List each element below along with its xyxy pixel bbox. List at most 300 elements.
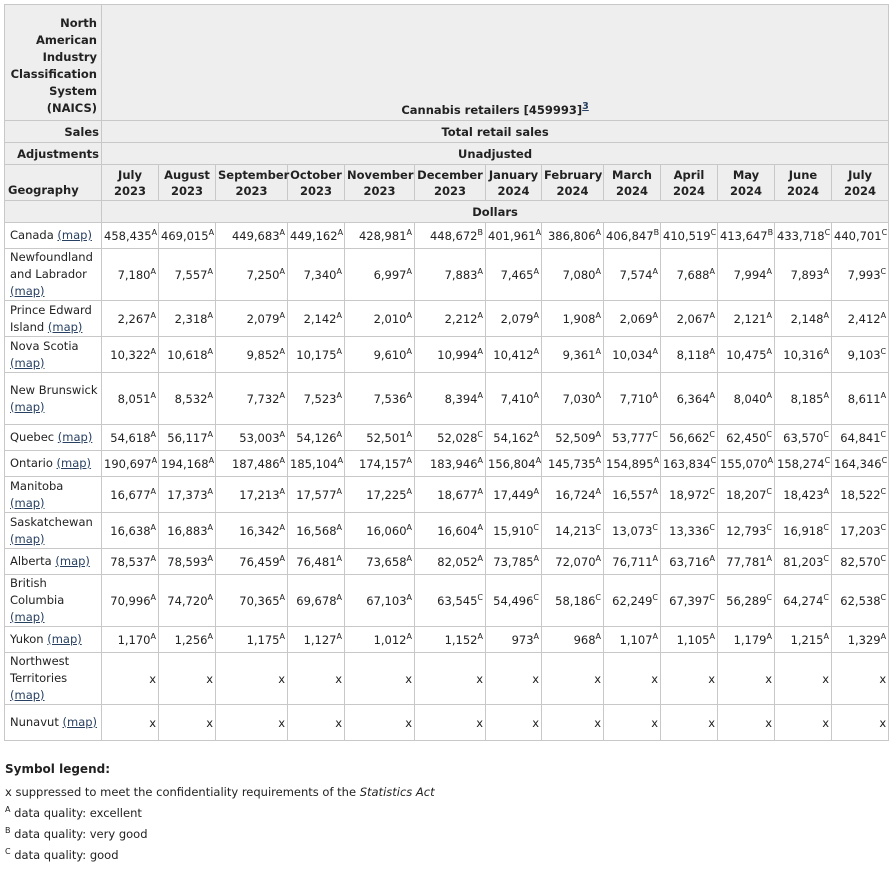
cell-value: x	[879, 715, 887, 730]
quality-flag: A	[406, 311, 412, 321]
month-year: 2024	[615, 183, 648, 198]
data-cell	[216, 575, 288, 627]
quality-flag: A	[595, 554, 601, 564]
month-year: 2024	[729, 183, 762, 198]
quality-flag: A	[406, 523, 412, 533]
cell-value: x	[651, 715, 658, 730]
legend-text: data quality: excellent	[10, 805, 142, 820]
data-cell	[775, 575, 832, 627]
data-cell	[486, 249, 542, 301]
cell-value: 78,537	[110, 554, 151, 569]
quality-flag: A	[653, 456, 660, 466]
cell-value: 9,103	[847, 347, 881, 362]
quality-flag: A	[150, 267, 156, 277]
map-link[interactable]: (map)	[10, 495, 45, 510]
geography-name: Prince Edward Island	[10, 302, 92, 334]
data-cell	[775, 451, 832, 477]
quality-flag: B	[767, 228, 774, 238]
quality-flag: A	[709, 391, 715, 401]
month-header	[216, 165, 288, 201]
cell-value: 15,910	[493, 523, 534, 538]
cell-value: 401,961	[488, 228, 536, 243]
month-header	[486, 165, 542, 201]
quality-flag: A	[279, 311, 285, 321]
month-header	[542, 165, 604, 201]
cell-value: 1,215	[790, 632, 824, 647]
symbol-legend	[5, 761, 896, 863]
geography-cell	[5, 513, 102, 549]
month-year: 2023	[235, 183, 268, 198]
data-cell	[102, 223, 159, 249]
month-name: November	[347, 167, 414, 182]
data-table	[4, 4, 889, 741]
cell-value: 70,996	[110, 593, 151, 608]
quality-flag: A	[652, 554, 658, 564]
data-cell	[159, 451, 216, 477]
data-cell	[775, 301, 832, 337]
cell-value: 73,658	[366, 554, 407, 569]
data-cell	[542, 373, 604, 425]
data-cell	[216, 549, 288, 575]
map-link[interactable]: (map)	[10, 355, 45, 370]
data-cell	[345, 451, 415, 477]
month-name: July	[848, 167, 873, 182]
quality-flag: A	[477, 523, 483, 533]
quality-flag: A	[709, 554, 715, 564]
cell-value: 7,993	[847, 267, 881, 282]
data-cell	[345, 653, 415, 705]
data-cell	[216, 627, 288, 653]
cell-value: x	[879, 671, 887, 686]
quality-flag: A	[279, 554, 285, 564]
geography-cell	[5, 425, 102, 451]
data-cell	[718, 575, 775, 627]
cell-value: 81,203	[783, 554, 824, 569]
data-cell	[604, 653, 661, 705]
cell-value: 64,841	[840, 430, 881, 445]
cell-value: 16,342	[239, 523, 280, 538]
data-cell	[832, 451, 889, 477]
cell-value: 2,069	[619, 311, 653, 326]
map-link[interactable]: (map)	[10, 399, 45, 414]
month-name: July	[118, 167, 142, 182]
cell-value: 16,568	[296, 523, 337, 538]
quality-flag: A	[477, 554, 483, 564]
cell-value: x	[149, 715, 156, 730]
cell-value: 6,364	[676, 391, 710, 406]
data-cell	[718, 653, 775, 705]
legend-item	[5, 801, 896, 822]
data-cell	[288, 373, 345, 425]
cell-value: 10,994	[437, 347, 478, 362]
cell-value: 16,918	[783, 523, 824, 538]
month-name: May	[732, 167, 760, 182]
data-cell	[102, 549, 159, 575]
data-cell	[486, 337, 542, 373]
quality-flag: A	[336, 554, 342, 564]
data-cell	[102, 451, 159, 477]
quality-flag: C	[709, 430, 715, 440]
legend-item	[5, 822, 896, 843]
quality-flag: A	[336, 487, 342, 497]
data-cell	[415, 653, 486, 705]
cell-value: x	[405, 671, 412, 686]
month-name: April	[673, 167, 705, 182]
cell-value: 433,718	[777, 228, 825, 243]
cell-value: 10,618	[167, 347, 208, 362]
cell-value: 156,804	[488, 456, 536, 471]
quality-flag: C	[881, 228, 888, 238]
quality-flag: A	[709, 311, 715, 321]
legend-item-x	[5, 784, 896, 801]
quality-flag: A	[150, 347, 156, 357]
geography-name: Manitoba	[10, 478, 64, 493]
data-cell	[102, 373, 159, 425]
cell-value: 8,118	[676, 347, 710, 362]
quality-flag: A	[207, 487, 213, 497]
cell-value: 13,336	[669, 523, 710, 538]
data-cell	[775, 373, 832, 425]
cell-value: 185,104	[290, 456, 338, 471]
month-year: 2024	[844, 183, 877, 198]
data-cell	[345, 425, 415, 451]
data-cell	[661, 425, 718, 451]
cell-value: 13,073	[612, 523, 653, 538]
map-link[interactable]: (map)	[10, 610, 45, 624]
quality-flag: A	[150, 311, 156, 321]
data-cell	[604, 513, 661, 549]
quality-flag: A	[207, 554, 213, 564]
data-cell	[159, 373, 216, 425]
cell-value: x	[278, 715, 285, 730]
quality-flag: A	[207, 267, 213, 277]
cell-value: 2,142	[303, 311, 337, 326]
geography-cell	[5, 373, 102, 425]
cell-value: 7,465	[500, 267, 534, 282]
quality-flag: A	[207, 347, 213, 357]
data-cell	[661, 513, 718, 549]
cell-value: 2,079	[500, 311, 534, 326]
data-cell	[345, 223, 415, 249]
legend-x-symbol: x	[5, 785, 12, 799]
cell-value: 76,711	[612, 554, 653, 569]
geography-name: Alberta	[10, 554, 56, 568]
cell-value: 1,256	[174, 632, 208, 647]
quality-flag: C	[710, 228, 717, 238]
quality-flag: C	[881, 456, 888, 466]
data-cell	[718, 549, 775, 575]
quality-flag: A	[766, 632, 772, 642]
cell-value: 7,710	[619, 391, 653, 406]
cell-value: 154,895	[606, 456, 654, 471]
table-row	[5, 249, 889, 301]
quality-flag: A	[279, 391, 285, 401]
data-cell	[775, 249, 832, 301]
quality-flag: A	[595, 632, 601, 642]
data-cell	[288, 513, 345, 549]
data-cell	[415, 425, 486, 451]
cell-value: 406,847	[606, 228, 654, 243]
cell-value: 7,030	[562, 391, 596, 406]
quality-flag: A	[336, 267, 342, 277]
cell-value: 10,475	[726, 347, 767, 362]
cell-value: 1,152	[444, 632, 478, 647]
data-cell	[415, 627, 486, 653]
quality-flag: C	[709, 593, 715, 603]
cell-value: x	[405, 715, 412, 730]
data-cell	[486, 301, 542, 337]
quality-flag: A	[766, 554, 772, 564]
cell-value: x	[765, 671, 772, 686]
data-cell	[288, 301, 345, 337]
quality-flag: A	[823, 632, 829, 642]
data-cell	[718, 223, 775, 249]
cell-value: 187,486	[231, 456, 280, 471]
quality-flag: A	[336, 430, 342, 440]
quality-flag: A	[652, 311, 658, 321]
data-cell	[661, 477, 718, 513]
cell-value: 67,103	[366, 593, 407, 608]
footnote-link[interactable]: 3	[582, 101, 589, 113]
cell-value: 2,067	[676, 311, 710, 326]
data-cell	[486, 373, 542, 425]
cell-value: 7,536	[373, 391, 407, 406]
quality-flag: A	[279, 430, 285, 440]
data-cell	[542, 513, 604, 549]
map-link[interactable]: (map)	[62, 715, 98, 729]
quality-flag: A	[709, 632, 715, 642]
geography-cell	[5, 451, 102, 477]
data-cell	[345, 373, 415, 425]
cell-value: 458,435	[104, 228, 152, 243]
geography-name: Canada	[10, 228, 58, 242]
cell-value: 413,647	[720, 228, 768, 243]
map-link[interactable]: (map)	[47, 319, 83, 334]
quality-flag: A	[595, 347, 601, 357]
quality-flag: A	[279, 593, 285, 603]
cell-value: 7,893	[790, 267, 824, 282]
geography-cell	[5, 223, 102, 249]
data-cell	[661, 575, 718, 627]
month-name: March	[612, 167, 652, 182]
data-cell	[604, 223, 661, 249]
quality-flag: A	[533, 430, 539, 440]
cell-value: 58,186	[555, 593, 596, 608]
geography-name: Newfoundland and Labrador	[10, 250, 93, 281]
table-row	[5, 451, 889, 477]
data-cell	[159, 301, 216, 337]
data-cell	[832, 425, 889, 451]
cell-value: 62,450	[726, 430, 767, 445]
data-cell	[216, 513, 288, 549]
table-row	[5, 373, 889, 425]
data-cell	[542, 451, 604, 477]
cell-value: 7,557	[174, 267, 208, 282]
data-cell	[288, 549, 345, 575]
data-cell	[604, 451, 661, 477]
cell-value: x	[708, 671, 715, 686]
data-cell	[216, 477, 288, 513]
cell-value: 16,883	[167, 523, 208, 538]
cell-value: 10,175	[296, 347, 337, 362]
quality-flag: A	[595, 487, 601, 497]
cell-value: 158,274	[777, 456, 825, 471]
naics-value-cell	[102, 5, 889, 121]
quality-flag: C	[652, 523, 658, 533]
data-cell	[486, 513, 542, 549]
quality-flag: C	[766, 487, 772, 497]
quality-flag: A	[652, 267, 658, 277]
map-link[interactable]: (map)	[10, 531, 45, 546]
cell-value: x	[149, 671, 156, 686]
quality-flag: A	[535, 228, 542, 238]
cell-value: 54,496	[493, 593, 534, 608]
cell-value: 17,577	[296, 487, 337, 502]
data-cell	[415, 373, 486, 425]
month-year: 2024	[497, 183, 530, 198]
quality-flag: A	[208, 228, 215, 238]
table-row	[5, 337, 889, 373]
data-cell	[216, 373, 288, 425]
cell-value: 77,781	[726, 554, 767, 569]
quality-flag: C	[766, 593, 772, 603]
data-cell	[288, 223, 345, 249]
map-link[interactable]: (map)	[57, 228, 92, 242]
cell-value: 10,412	[493, 347, 534, 362]
quality-flag: C	[880, 593, 887, 603]
data-cell	[604, 249, 661, 301]
cell-value: 18,677	[437, 487, 478, 502]
quality-flag: A	[279, 228, 285, 238]
quality-flag: A	[336, 523, 342, 533]
data-cell	[604, 549, 661, 575]
cell-value: 82,052	[437, 554, 478, 569]
map-link[interactable]: (map)	[55, 554, 90, 568]
data-cell	[832, 477, 889, 513]
quality-flag: A	[151, 228, 158, 238]
data-cell	[345, 705, 415, 741]
cell-value: 2,079	[246, 311, 280, 326]
geography-name: Nunavut	[10, 715, 63, 729]
data-cell	[486, 549, 542, 575]
quality-flag: A	[595, 267, 601, 277]
data-cell	[661, 451, 718, 477]
quality-flag: A	[533, 391, 539, 401]
data-cell	[832, 627, 889, 653]
quality-flag: A	[207, 523, 213, 533]
month-year: 2023	[299, 183, 332, 198]
data-cell	[415, 575, 486, 627]
data-cell	[486, 575, 542, 627]
data-cell	[345, 627, 415, 653]
quality-flag: A	[652, 487, 658, 497]
cell-value: 7,180	[117, 267, 151, 282]
legend-x-text: suppressed to meet the confidentiality requirements of the	[15, 785, 360, 799]
cell-value: x	[532, 715, 539, 730]
cell-value: 9,852	[246, 347, 280, 362]
data-cell	[288, 653, 345, 705]
data-cell	[775, 653, 832, 705]
data-cell	[604, 337, 661, 373]
cell-value: 155,070	[720, 456, 768, 471]
quality-flag: C	[823, 593, 829, 603]
quality-flag: A	[406, 391, 412, 401]
month-header	[415, 165, 486, 201]
cell-value: 7,688	[676, 267, 710, 282]
map-link[interactable]: (map)	[10, 688, 45, 702]
cell-value: 2,010	[373, 311, 407, 326]
month-header	[604, 165, 661, 201]
cell-value: 10,034	[612, 347, 653, 362]
cell-value: 2,121	[733, 311, 767, 326]
data-cell	[415, 705, 486, 741]
quality-flag: A	[150, 632, 156, 642]
data-cell	[288, 627, 345, 653]
quality-flag: A	[150, 487, 156, 497]
cell-value: x	[335, 715, 342, 730]
quality-flag: A	[533, 554, 539, 564]
quality-flag: A	[533, 632, 539, 642]
quality-flag: A	[279, 456, 285, 466]
cell-value: 16,060	[366, 523, 407, 538]
cell-value: 1,170	[117, 632, 151, 647]
data-cell	[345, 549, 415, 575]
quality-flag: A	[533, 311, 539, 321]
data-cell	[775, 549, 832, 575]
cell-value: 54,126	[296, 430, 337, 445]
map-link[interactable]: (map)	[47, 632, 82, 646]
data-cell	[102, 705, 159, 741]
cell-value: 2,267	[117, 311, 151, 326]
data-cell	[661, 223, 718, 249]
data-cell	[486, 477, 542, 513]
data-cell	[102, 425, 159, 451]
data-cell	[775, 477, 832, 513]
quality-flag: C	[652, 430, 658, 440]
month-name: January	[488, 167, 539, 182]
cell-value: 76,481	[296, 554, 337, 569]
legend-title: Symbol legend:	[5, 762, 111, 776]
table-row	[5, 653, 889, 705]
quality-flag: A	[880, 391, 887, 401]
data-cell	[159, 223, 216, 249]
quality-flag: A	[823, 487, 829, 497]
quality-flag: A	[207, 632, 213, 642]
map-link[interactable]: (map)	[10, 284, 45, 298]
geography-cell	[5, 301, 102, 337]
cell-value: 18,207	[726, 487, 767, 502]
data-cell	[345, 513, 415, 549]
map-link[interactable]: (map)	[57, 430, 93, 444]
quality-flag: A	[279, 632, 285, 642]
cell-value: x	[594, 715, 601, 730]
data-cell	[832, 549, 889, 575]
map-link[interactable]: (map)	[56, 456, 92, 470]
data-cell	[542, 425, 604, 451]
data-cell	[832, 373, 889, 425]
legend-text: data quality: good	[10, 847, 119, 862]
adjustments-label: Adjustments	[5, 143, 102, 165]
table-row	[5, 513, 889, 549]
cell-value: 16,638	[110, 523, 151, 538]
quality-flag: C	[595, 593, 601, 603]
units-label: Dollars	[102, 201, 889, 223]
cell-value: 53,777	[612, 430, 653, 445]
quality-flag: C	[824, 228, 831, 238]
legend-item	[5, 843, 896, 864]
table-row	[5, 301, 889, 337]
data-cell	[159, 653, 216, 705]
